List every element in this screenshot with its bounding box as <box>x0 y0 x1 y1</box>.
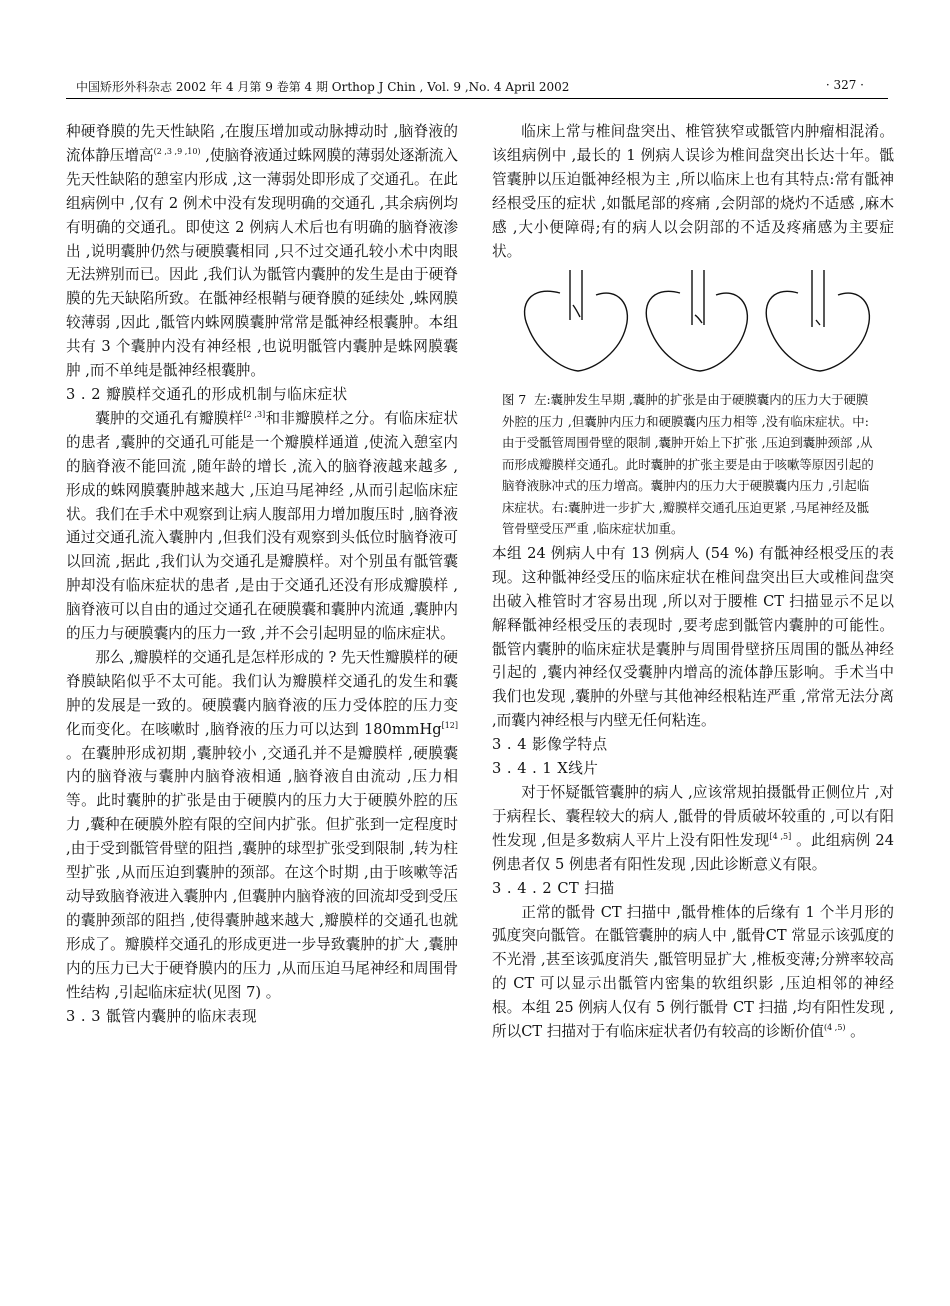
figure-7-caption: 图 7 左:囊肿发生早期 ,囊肿的扩张是由于硬膜囊内的压力大于硬膜外腔的压力 ,但囊肿内压力和硬膜囊内压力相等 ,没有临床症状。中:由于受骶管周围骨壁的限制 ,囊肿开始上下扩张 ,压迫到囊肿颈部 ,从而形成瓣膜样交通孔。此时囊肿的扩张主要是由于咳嗽等原因引起的脑脊液脉冲式的压力增高。囊肿内的压力大于硬膜囊内压力 ,引起临床症状。右:囊肿进一步扩大 ,瓣膜样交通孔压迫更紧 ,马尾神经及骶管骨壁受压严重 ,临床症状加重。 <box>502 392 874 537</box>
paragraph: 本组 24 例病人中有 13 例病人 (54 %) 有骶神经根受压的表现。这种骶神经受压的临床症状在椎间盘突出巨大或椎间盘突出破入椎管时才容易出现 ,所以对于腰椎 CT 扫描显示不足以解释骶神经根受压的表现时 ,要考虑到骶管内囊肿的可能性。骶管内囊肿的临床症状是囊肿与周围骨壁挤压周围的骶丛神经引起的 ,囊内神经仅受囊肿内增高的流体静压影响。手术当中我们也发现 ,囊肿的外壁与其他神经根粘连严重 ,常常无法分离 ,而囊内神经根与内壁无任何粘连。 <box>492 544 894 730</box>
nerve-right <box>812 270 824 327</box>
running-header <box>66 74 888 99</box>
paragraph: 临床上常与椎间盘突出、椎管狭窄或骶管内肿瘤相混淆。该组病例中 ,最长的 1 例病人误诊为椎间盘突出长达十年。骶管囊肿以压迫骶神经根为主 ,所以临床上也有其特点:常有骶神经根受压的症状 ,如骶尾部的疼痛 ,会阴部的烧灼不适感 ,麻木感 ,大小便障碍;有的病人以会阴部的不适及疼痛感为主要症状。 <box>492 123 894 260</box>
paragraph: 种硬脊膜的先天性缺陷 ,在腹压增加或动脉搏动时 ,脑脊液的流体静压增高$^{(2 ,3 ,9 ,10)}$ ,使脑脊液通过蛛网膜的薄弱处逐渐流入先天性缺陷的憩室内形成 ,这一薄弱处即形成了交通孔。在此组病例中 ,仅有 2 例术中没有发现明确的交通孔 ,其余病例均有明确的交通孔。即使这 2 例病人术后也有明确的脑脊液渗出 ,说明囊肿仍然与硬膜囊相同 ,只不过交通孔较小术中肉眼无法辨别而已。因此 ,我们认为骶管内囊肿的发生是由于硬脊膜的先天缺陷所致。在骶神经根鞘与硬脊膜的延续处 ,蛛网膜较薄弱 ,因此 ,骶管内蛛网膜囊肿常常是骶神经根囊肿。本组共有 3 个囊肿内没有神经根 ,也说明骶管内囊肿是蛛网膜囊肿 ,而不单纯是骶神经根囊肿。 <box>66 123 458 380</box>
section-heading-3-4: 3 . 4 影像学特点 <box>492 736 608 754</box>
citation[interactable]: (4 ,5) <box>824 1023 846 1033</box>
section-heading-3-4-2: 3 . 4 . 2 CT 扫描 <box>492 879 615 897</box>
nerve-middle <box>692 270 704 325</box>
section-heading-3-3: 3 . 3 骶管内囊肿的临床表现 <box>66 1007 258 1025</box>
figure-7-drawing <box>492 265 894 375</box>
section-heading-3-4-1: 3 . 4 . 1 X线片 <box>492 760 599 778</box>
cyst-outline-right <box>766 292 869 372</box>
citation[interactable]: [4 ,5] <box>769 831 792 841</box>
cyst-outline-middle <box>646 292 747 372</box>
cyst-outline-left <box>525 292 628 372</box>
citation[interactable]: (2 ,3 ,9 ,10) <box>153 147 201 157</box>
paragraph: 囊肿的交通孔有瓣膜样[2 ,3]和非瓣膜样之分。有临床症状的患者 ,囊肿的交通孔可能是一个瓣膜样通道 ,使流入憩室内的脑脊液不能回流 ,随年龄的增长 ,流入的脑脊液越来越多 ,形成的蛛网膜囊肿越来越大 ,压迫马尾神经 ,从而引起临床症状。我们在手术中观察到让病人腹部用力增加腹压时 ,脑脊液通过交通孔流入囊肿内 ,但我们没有观察到头低位时脑脊液可以回流 ,据此 ,我们认为交通孔是瓣膜样。对个别虽有骶管囊肿却没有临床症状的患者 ,是由于交通孔还没有形成瓣膜样 ,脑脊液可以自由的通过交通孔在硬膜囊和囊肿内流通 ,囊肿内的压力与硬膜囊内的压力一致 ,并不会引起明显的临床症状。 <box>66 409 458 643</box>
nerve-left <box>570 270 582 320</box>
page-number: · 327 · <box>825 78 864 92</box>
journal-info: 中国矫形外科杂志 2002 年 4 月第 9 卷第 4 期 Orthop J Chin , Vol. 9 ,No. 4 April 2002 <box>76 80 570 94</box>
paragraph: 正常的骶骨 CT 扫描中 ,骶骨椎体的后缘有 1 个半月形的弧度突向骶管。在骶管囊肿的病人中 ,骶骨CT 常显示该弧度的不光滑 ,甚至该弧度消失 ,骶管明显扩大 ,椎板变薄;分辨率较高的 CT 可以显示出骶管内密集的软组织影 ,压迫相邻的神经根。本组 25 例病人仅有 5 例行骶骨 CT 扫描 ,均有阳性发现 ,所以CT 扫描对于有临床症状者仍有较高的诊断价值$^{(4 ,5)}$ 。 <box>492 903 894 1041</box>
figure-label: 图 7 <box>502 392 527 408</box>
paragraph: 对于怀疑骶管囊肿的病人 ,应该常规拍摄骶骨正侧位片 ,对于病程长、囊程较大的病人 ,骶骨的骨质破坏较重的 ,可以有阳性发现 ,但是多数病人平片上没有阳性发现[4 ,5] 。此组病例 24 例患者仅 5 例患者有阳性发现 ,因此诊断意义有限。 <box>492 784 895 873</box>
citation[interactable]: [2 ,3] <box>243 410 266 420</box>
citation[interactable]: [12] <box>441 720 458 730</box>
left-column <box>66 120 458 1028</box>
right-column <box>492 120 894 1044</box>
paragraph: 那么 ,瓣膜样的交通孔是怎样形成的 ? 先天性瓣膜样的硬脊膜缺陷似乎不太可能。我们认为瓣膜样交通孔的发生和囊肿的发展是一致的。硬膜囊内脑脊液的压力受体腔的压力变化而变化。在咳嗽时 ,脑脊液的压力可以达到 180mmHg[12] 。在囊肿形成初期 ,囊肿较小 ,交通孔并不是瓣膜样 ,硬膜囊内的脑脊液与囊肿内脑脊液相通 ,脑脊液自由流动 ,压力相等。此时囊肿的扩张是由于硬膜内的压力大于硬膜外腔的压力 ,囊种在硬膜外腔有限的空间内扩张。但扩张到一定程度时 ,由于受到骶管骨壁的阻挡 ,囊肿的球型扩张受到限制 ,转为柱型扩张 ,从而压迫到囊肿的颈部。在这个时期 ,由于咳嗽等活动导致脑脊液进入囊肿内 ,但囊肿内脑脊液的回流却受到受压的囊肿颈部的阻挡 ,使得囊肿越来越大 ,瓣膜样的交通孔也就形成了。瓣膜样交通孔的形成更进一步导致囊肿的扩大 ,囊肿内的压力已大于硬脊膜内的压力 ,从而压迫马尾神经和周围骨性结构 ,引起临床症状(见图 7) 。 <box>66 648 458 1001</box>
cyst-diagram <box>510 265 880 375</box>
section-heading-3-2: 3 . 2 瓣膜样交通孔的形成机制与临床症状 <box>66 385 348 403</box>
